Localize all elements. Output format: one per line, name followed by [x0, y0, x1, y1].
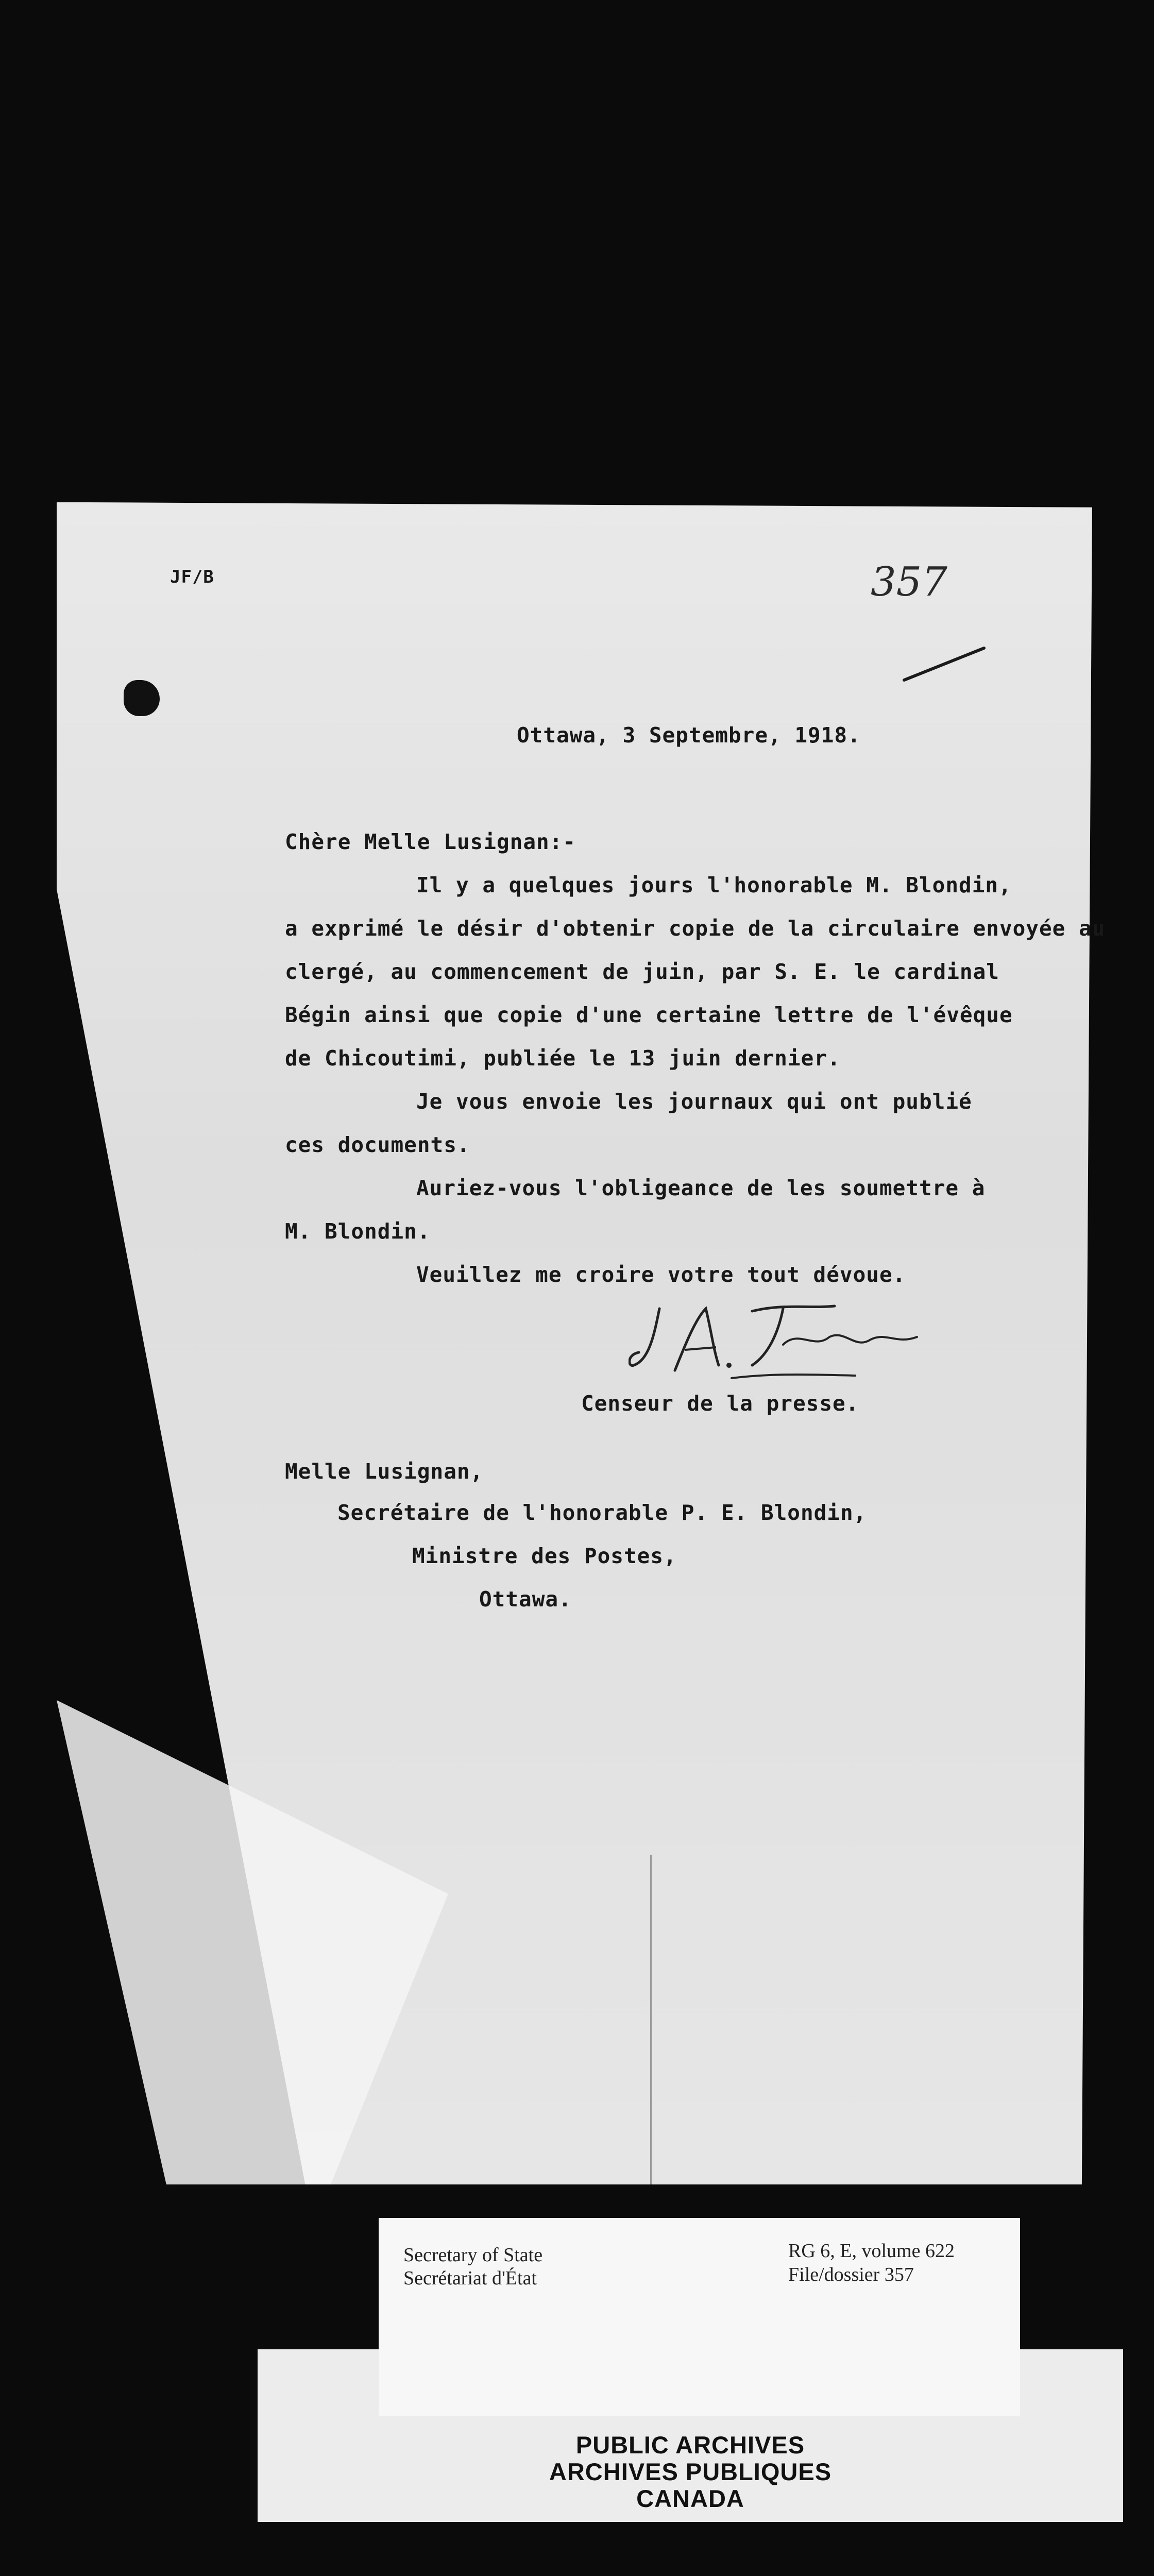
address-line-1: Melle Lusignan, — [285, 1459, 484, 1484]
department-english: Secretary of State — [403, 2244, 543, 2266]
salutation: Chère Melle Lusignan:- — [285, 829, 576, 854]
archive-line-1: PUBLIC ARCHIVES — [575, 2431, 805, 2459]
address-line-4: Ottawa. — [479, 1587, 572, 1612]
body-line-6: Je vous envoie les journaux qui ont publié — [416, 1089, 972, 1114]
fold-crease — [650, 1855, 652, 2184]
closing-line: Veuillez me croire votre tout dévoue. — [416, 1262, 906, 1287]
body-line-8: Auriez-vous l'obligeance de les soumettre à — [416, 1176, 986, 1200]
ink-blot — [124, 680, 160, 716]
handwritten-dash — [902, 644, 989, 685]
body-line-5: de Chicoutimi, publiée le 13 juin dernier. — [285, 1046, 841, 1071]
body-line-2: a exprimé le désir d'obtenir copie de la circulaire envoyée au — [285, 916, 1106, 941]
archive-line-2: ARCHIVES PUBLIQUES — [549, 2458, 832, 2485]
address-line-2: Secrétaire de l'honorable P. E. Blondin, — [337, 1500, 867, 1525]
record-group: RG 6, E, volume 622 — [788, 2240, 955, 2262]
body-line-7: ces documents. — [285, 1132, 470, 1157]
signer-title: Censeur de la presse. — [581, 1391, 859, 1416]
handwritten-file-note: 357 — [871, 559, 947, 605]
file-number: File/dossier 357 — [788, 2264, 914, 2285]
reference-initials: JF/B — [170, 567, 214, 587]
department-french: Secrétariat d'État — [403, 2267, 537, 2289]
body-line-3: clergé, au commencement de juin, par S. E. le cardinal — [285, 959, 999, 984]
address-line-3: Ministre des Postes, — [412, 1544, 677, 1568]
signature — [629, 1288, 938, 1391]
body-line-9: M. Blondin. — [285, 1219, 431, 1244]
body-line-4: Bégin ainsi que copie d'une certaine lettre de l'évêque — [285, 1003, 1013, 1027]
dateline: Ottawa, 3 Septembre, 1918. — [517, 723, 861, 748]
archive-line-3: CANADA — [636, 2485, 744, 2512]
body-line-1: Il y a quelques jours l'honorable M. Blondin, — [416, 873, 1012, 897]
archive-file-card — [379, 2218, 1020, 2416]
